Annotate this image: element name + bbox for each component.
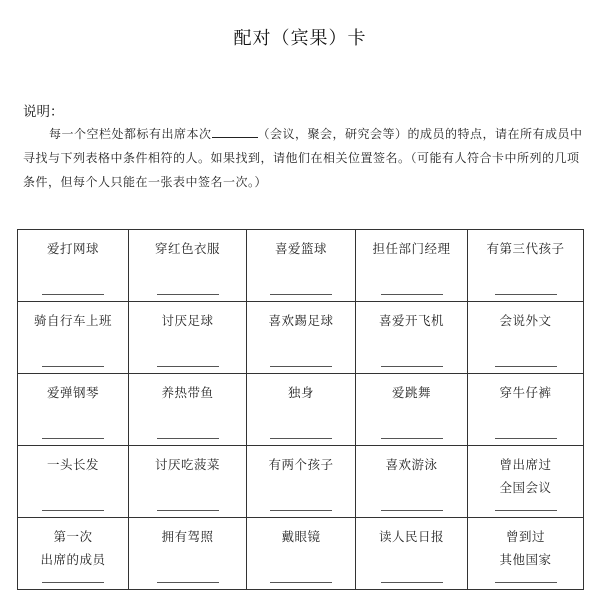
bingo-cell[interactable] xyxy=(468,446,584,518)
bingo-cell[interactable] xyxy=(129,446,247,518)
bingo-cell[interactable] xyxy=(18,374,129,446)
signature-line[interactable] xyxy=(157,366,219,367)
cell-line-1: 骑自行车上班 xyxy=(33,313,112,328)
grid-row xyxy=(18,446,584,518)
cell-label xyxy=(356,453,467,476)
cell-label xyxy=(129,381,246,404)
signature-line[interactable] xyxy=(495,582,557,583)
cell-line-1: 穿牛仔裤 xyxy=(499,385,552,400)
cell-line-2: 其他国家 xyxy=(499,552,552,567)
cell-label xyxy=(356,237,467,260)
bingo-cell[interactable] xyxy=(129,230,247,302)
cell-line-1: 读人民日报 xyxy=(378,529,444,544)
signature-line[interactable] xyxy=(42,366,104,367)
signature-line[interactable] xyxy=(42,582,104,583)
signature-line[interactable] xyxy=(381,294,443,295)
cell-label xyxy=(129,309,246,332)
page-title: 配对（宾果）卡 xyxy=(233,28,367,49)
cell-line-1: 第一次 xyxy=(53,529,93,544)
cell-label xyxy=(129,525,246,548)
bingo-cell[interactable] xyxy=(356,302,468,374)
cell-label xyxy=(356,309,467,332)
cell-label xyxy=(18,381,128,404)
bingo-cell[interactable] xyxy=(356,374,468,446)
signature-line[interactable] xyxy=(381,366,443,367)
bingo-cell[interactable] xyxy=(129,302,247,374)
bingo-cell[interactable] xyxy=(18,230,129,302)
cell-line-1: 穿红色衣服 xyxy=(154,241,220,256)
signature-line[interactable] xyxy=(495,366,557,367)
cell-line-1: 曾出席过 xyxy=(499,457,552,472)
bingo-grid-body xyxy=(18,230,584,590)
bingo-cell[interactable] xyxy=(468,374,584,446)
cell-label xyxy=(247,381,355,404)
instructions-label: 说明： xyxy=(23,104,64,120)
signature-line[interactable] xyxy=(270,582,332,583)
cell-line-1: 爱跳舞 xyxy=(391,385,431,400)
bingo-cell[interactable] xyxy=(18,302,129,374)
signature-line[interactable] xyxy=(42,510,104,511)
event-name-blank[interactable] xyxy=(212,124,258,138)
cell-line-1: 戴眼镜 xyxy=(281,529,321,544)
cell-label xyxy=(247,453,355,476)
cell-line-1: 担任部门经理 xyxy=(372,241,451,256)
instructions-text-1: 每一个空栏处都标有出席本次 xyxy=(49,127,212,141)
cell-line-1: 喜爱篮球 xyxy=(274,241,327,256)
cell-label xyxy=(468,381,583,404)
cell-line-1: 喜爱开飞机 xyxy=(378,313,444,328)
cell-line-1: 独身 xyxy=(287,385,314,400)
grid-row xyxy=(18,374,584,446)
bingo-cell[interactable] xyxy=(129,518,247,590)
bingo-cell[interactable] xyxy=(18,446,129,518)
cell-line-1: 养热带鱼 xyxy=(161,385,214,400)
cell-line-1: 曾到过 xyxy=(505,529,545,544)
bingo-cell[interactable] xyxy=(247,446,356,518)
grid-row xyxy=(18,230,584,302)
cell-line-1: 讨厌足球 xyxy=(161,313,214,328)
cell-label xyxy=(356,525,467,548)
signature-line[interactable] xyxy=(495,510,557,511)
cell-line-1: 爱打网球 xyxy=(46,241,99,256)
cell-line-2: 全国会议 xyxy=(499,480,552,495)
cell-line-1: 喜欢游泳 xyxy=(385,457,438,472)
signature-line[interactable] xyxy=(381,510,443,511)
cell-line-1: 会说外文 xyxy=(499,313,552,328)
cell-line-1: 一头长发 xyxy=(46,457,99,472)
signature-line[interactable] xyxy=(270,438,332,439)
bingo-cell[interactable] xyxy=(356,230,468,302)
signature-line[interactable] xyxy=(157,510,219,511)
cell-label xyxy=(247,309,355,332)
bingo-grid xyxy=(17,229,584,590)
cell-line-1: 爱弹钢琴 xyxy=(46,385,99,400)
cell-label xyxy=(247,525,355,548)
cell-line-1: 有两个孩子 xyxy=(268,457,334,472)
cell-line-1: 拥有驾照 xyxy=(161,529,214,544)
bingo-cell[interactable] xyxy=(468,230,584,302)
cell-label xyxy=(468,237,583,260)
cell-label xyxy=(247,237,355,260)
bingo-cell[interactable] xyxy=(247,374,356,446)
cell-label xyxy=(129,237,246,260)
signature-line[interactable] xyxy=(381,438,443,439)
cell-label xyxy=(18,309,128,332)
cell-label xyxy=(356,381,467,404)
cell-line-1: 有第三代孩子 xyxy=(486,241,565,256)
bingo-cell[interactable] xyxy=(468,302,584,374)
instructions-paragraph xyxy=(23,122,585,194)
bingo-cell[interactable] xyxy=(129,374,247,446)
signature-line[interactable] xyxy=(270,294,332,295)
bingo-cell[interactable] xyxy=(356,446,468,518)
signature-line[interactable] xyxy=(157,582,219,583)
cell-line-1: 讨厌吃菠菜 xyxy=(154,457,220,472)
signature-line[interactable] xyxy=(381,582,443,583)
cell-label xyxy=(129,453,246,476)
instructions-text-2: （会议，聚会，研究会等）的成员的特点，请在所有成员中寻找与下列表格中条件相符的人。如果找到，请他们在相关位置签名。（可能有人符合卡中所列的几项条件，但每个人只能在一张表中签名一次。） xyxy=(23,127,583,189)
signature-line[interactable] xyxy=(495,438,557,439)
bingo-cell[interactable] xyxy=(356,518,468,590)
grid-row xyxy=(18,518,584,590)
bingo-cell[interactable] xyxy=(247,230,356,302)
bingo-cell[interactable] xyxy=(468,518,584,590)
cell-line-2: 出席的成员 xyxy=(40,552,106,567)
grid-row xyxy=(18,302,584,374)
signature-line[interactable] xyxy=(270,510,332,511)
bingo-cell[interactable] xyxy=(247,518,356,590)
cell-label xyxy=(18,525,128,571)
cell-label xyxy=(468,525,583,571)
bingo-cell[interactable] xyxy=(247,302,356,374)
signature-line[interactable] xyxy=(42,294,104,295)
signature-line[interactable] xyxy=(157,438,219,439)
signature-line[interactable] xyxy=(495,294,557,295)
signature-line[interactable] xyxy=(270,366,332,367)
cell-label xyxy=(18,453,128,476)
signature-line[interactable] xyxy=(157,294,219,295)
signature-line[interactable] xyxy=(42,438,104,439)
cell-label xyxy=(18,237,128,260)
bingo-cell[interactable] xyxy=(18,518,129,590)
cell-label xyxy=(468,309,583,332)
cell-label xyxy=(468,453,583,499)
cell-line-1: 喜欢踢足球 xyxy=(268,313,334,328)
